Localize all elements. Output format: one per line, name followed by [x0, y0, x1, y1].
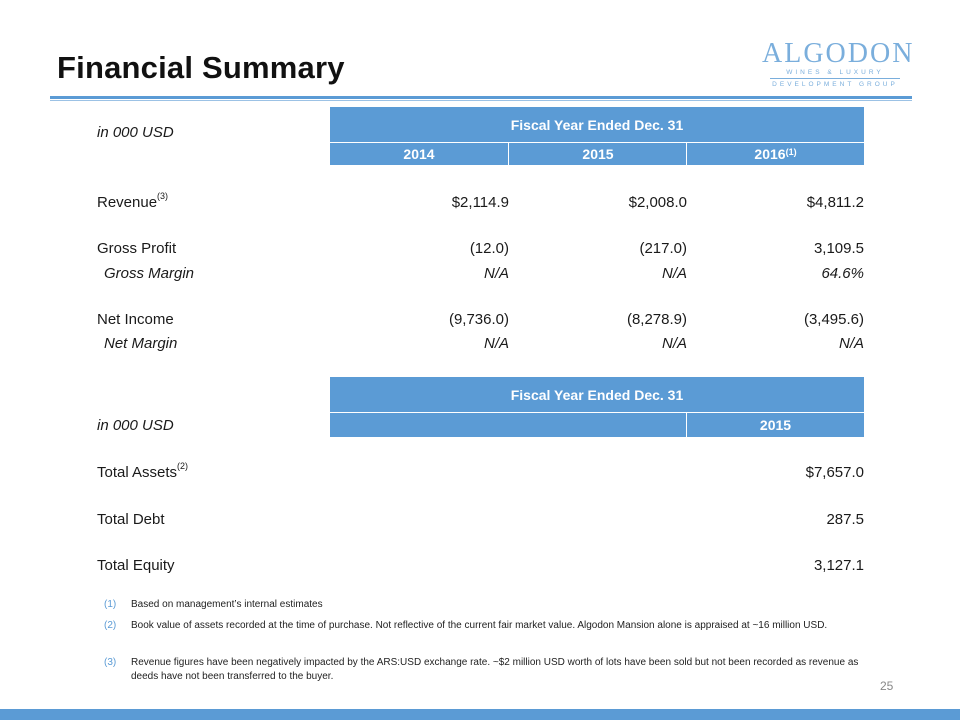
company-logo [762, 38, 915, 89]
row-label-revenue [97, 191, 169, 211]
total-debt-2015: 287.5 [826, 511, 864, 528]
total-assets-footnote-ref: (2) [177, 461, 189, 471]
revenue-label-text: Revenue [97, 194, 158, 211]
logo-wordmark: ALGODON [762, 38, 915, 69]
gross-margin-2016: 64.6% [821, 265, 864, 282]
row-label-gross-margin: Gross Margin [104, 265, 195, 282]
table2-header-bar [330, 377, 864, 412]
footnote-2 [104, 619, 864, 649]
page-number: 25 [880, 679, 894, 693]
table2-year-bar [330, 413, 864, 437]
table2-year-2015: 2015 [759, 417, 792, 433]
gross-margin-2014: N/A [483, 265, 509, 282]
net-margin-2016: N/A [838, 335, 864, 352]
footnote-1-text: Based on management’s internal estimates [131, 599, 323, 610]
year-2016-text: 2016 [754, 146, 786, 162]
revenue-footnote-ref: (3) [157, 191, 169, 201]
logo-divider [770, 78, 900, 79]
gross-profit-2015: (217.0) [639, 240, 687, 257]
logo-subtitle-1: WINES & LUXURY [786, 69, 884, 76]
table2-unit-label: in 000 USD [97, 417, 174, 434]
table2-header-title: Fiscal Year Ended Dec. 31 [510, 386, 684, 403]
title-divider-thin [50, 100, 912, 101]
footer-bar [0, 709, 960, 720]
total-assets-label-text: Total Assets [97, 464, 178, 481]
revenue-2015: $2,008.0 [628, 194, 687, 211]
footnote-3-number: (3) [104, 657, 117, 668]
table1-year-2015: 2015 [582, 146, 614, 162]
table1-year-2014: 2014 [403, 146, 435, 162]
footnote-1-number: (1) [104, 599, 117, 610]
row-label-net-income: Net Income [97, 311, 174, 328]
row-label-net-margin: Net Margin [104, 335, 178, 352]
footnote-1 [104, 598, 864, 614]
footnote-3 [104, 656, 864, 686]
title-divider [50, 96, 912, 99]
table1-header-title: Fiscal Year Ended Dec. 31 [510, 116, 684, 133]
net-income-2014: (9,736.0) [448, 311, 509, 328]
total-equity-2015: 3,127.1 [813, 557, 864, 574]
total-assets-2015: $7,657.0 [805, 464, 864, 481]
row-label-total-equity: Total Equity [97, 557, 175, 574]
net-margin-2015: N/A [661, 335, 687, 352]
net-income-2016: (3,495.6) [803, 311, 864, 328]
page-title: Financial Summary [57, 50, 345, 85]
row-label-total-assets [97, 461, 189, 481]
gross-margin-2015: N/A [661, 265, 687, 282]
gross-profit-2016: 3,109.5 [813, 240, 864, 257]
table1-header-bar [330, 107, 864, 142]
revenue-2016: $4,811.2 [806, 194, 864, 211]
table1-year-2016: 2016 $^{(1)}$ [754, 146, 797, 162]
table1-year-bar [330, 143, 864, 165]
footnote-3-text: Revenue figures have been negatively impacted by the ARS:USD exchange rate. ~$2 million USD worth of lots have been sold but not been recorded as revenue as deeds have not been transferred to the buyer. [131, 657, 859, 682]
footnote-2-text: Book value of assets recorded at the time of purchase. Not reflective of the current fair market value. Algodon Mansion alone is appraised at ~16 million USD. [131, 620, 828, 631]
revenue-2014: $2,114.9 [451, 194, 509, 211]
row-label-total-debt: Total Debt [97, 511, 165, 528]
net-income-2015: (8,278.9) [626, 311, 687, 328]
footnote-2-number: (2) [104, 620, 117, 631]
table1-unit-label: in 000 USD [97, 124, 174, 141]
logo-subtitle-2: DEVELOPMENT GROUP [772, 81, 898, 88]
net-margin-2014: N/A [483, 335, 509, 352]
gross-profit-2014: (12.0) [469, 240, 509, 257]
row-label-gross-profit: Gross Profit [97, 240, 177, 257]
